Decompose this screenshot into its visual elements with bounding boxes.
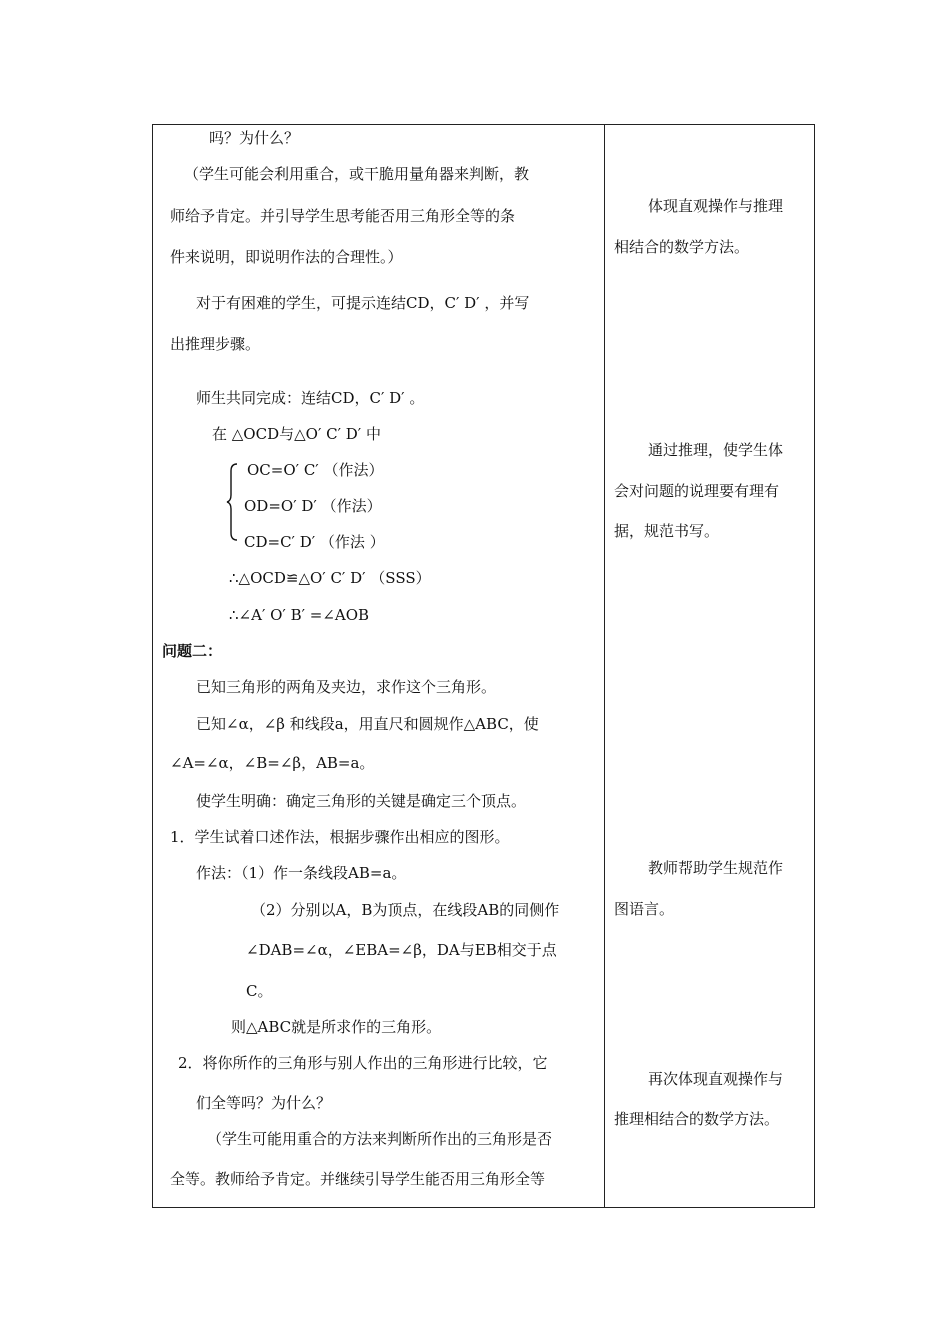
left-line: OC=O′ C′ （作法） [247,461,384,479]
left-line: ∴∠A′ O′ B′ =∠AOB [229,606,370,624]
left-line: （学生可能用重合的方法来判断所作出的三角形是否 [207,1130,553,1148]
left-line: 对于有困难的学生，可提示连结CD，C′ D′ ，并写 [196,294,530,312]
left-line: 全等。教师给予肯定。并继续引导学生能否用三角形全等 [170,1170,546,1188]
left-line: 们全等吗？为什么？ [196,1094,332,1112]
left-line: 出推理步骤。 [170,335,261,353]
note-line: 教师帮助学生规范作 [648,859,784,877]
note-line: 通过推理，使学生体 [648,441,784,459]
left-line: CD=C′ D′ （作法 ） [244,533,385,551]
left-line: OD=O′ D′ （作法） [244,497,382,515]
left-line: 件来说明，即说明作法的合理性。） [170,248,403,266]
brace-icon [226,463,238,541]
note-line: 再次体现直观操作与 [648,1070,784,1088]
lesson-table [152,124,815,1208]
left-line: （学生可能会利用重合，或干脆用量角器来判断，教 [184,165,530,183]
section-heading: 问题二： [162,642,223,660]
left-line: 已知∠α，∠β 和线段a，用直尺和圆规作△ABC，使 [196,715,539,733]
left-line: ∠A=∠α，∠B=∠β，AB=a。 [170,754,375,772]
left-line: 师生共同完成：连结CD，C′ D′ 。 [196,389,425,407]
left-line: C。 [246,982,273,1000]
note-line: 体现直观操作与推理 [648,197,784,215]
note-line: 会对问题的说理要有理有 [614,482,780,500]
left-line: 则△ABC就是所求作的三角形。 [231,1018,442,1036]
left-line: ∠DAB=∠α，∠EBA=∠β，DA与EB相交于点 [246,941,557,959]
note-line: 据，规范书写。 [614,522,720,540]
left-line: 使学生明确：确定三角形的关键是确定三个顶点。 [196,792,527,810]
left-line: 在 △OCD与△O′ C′ D′ 中 [212,425,381,443]
left-line: 吗？为什么？ [209,129,300,147]
note-line: 相结合的数学方法。 [614,238,750,256]
column-divider [604,125,605,1207]
left-line: （2）分别以A，B为顶点，在线段AB的同侧作 [251,901,560,919]
note-line: 推理相结合的数学方法。 [614,1110,780,1128]
left-line: 2．将你所作的三角形与别人作出的三角形进行比较，它 [178,1054,548,1072]
left-line: 已知三角形的两角及夹边，求作这个三角形。 [196,678,497,696]
left-line: 师给予肯定。并引导学生思考能否用三角形全等的条 [170,207,516,225]
note-line: 图语言。 [614,900,675,918]
left-line: ∴△OCD≌△O′ C′ D′ （SSS） [229,569,431,587]
left-line: 1．学生试着口述作法，根据步骤作出相应的图形。 [170,828,510,846]
left-line: 作法：（1）作一条线段AB=a。 [196,864,407,882]
